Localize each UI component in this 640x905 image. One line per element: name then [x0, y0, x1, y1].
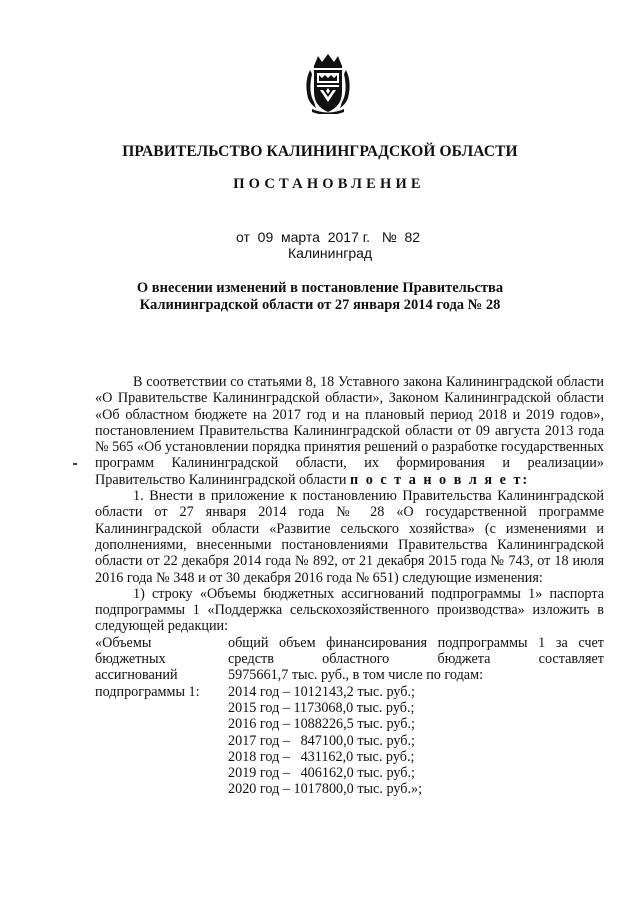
city-name: Калининград [288, 245, 373, 261]
budget-text: средств областного бюджета составляет [228, 651, 604, 668]
item-1-paragraph: 1. Внести в приложение к постановлению Правительства Калининградской области от 27 января 2014 года № 28 «О государственной программе Калининградской области «Развитие сельского хозяйства» (с изменениями и дополнениями, внесенными постановлениями Правительства Калининградской области от 22 декабря 2014 года № 892, от 21 декабря 2015 года № 743, от 18 июля 2016 года № 348 и от 30 декабря 2016 года № 651) следующие изменения: [95, 488, 604, 586]
coat-of-arms-emblem-icon [300, 52, 356, 114]
budget-year: 2019 год – 406162,0 тыс. руб.; [228, 765, 415, 782]
budget-label: ассигнований [95, 667, 178, 684]
resolves-word: п о с т а н о в л я е т: [349, 471, 530, 488]
budget-row [95, 733, 604, 749]
budget-year: 2020 год – 1017800,0 тыс. руб.»; [228, 781, 423, 798]
title-line: О внесении изменений в постановление Правительства [136, 280, 504, 296]
budget-row [95, 716, 604, 732]
budget-row [95, 684, 604, 700]
document-type: ПОСТАНОВЛЕНИЕ [233, 176, 425, 192]
government-name: ПРАВИТЕЛЬСТВО КАЛИНИНГРАДСКОЙ ОБЛАСТИ [122, 143, 518, 160]
budget-row [95, 700, 604, 716]
budget-year: 2014 год – 1012143,2 тыс. руб.; [228, 683, 415, 700]
budget-text: общий объем финансирования подпрограммы 1 за счет [228, 634, 604, 651]
budget-year: 2015 год – 1173068,0 тыс. руб.; [228, 699, 415, 716]
document-title [0, 280, 640, 314]
budget-row [95, 651, 604, 667]
title-line: Калининградской области от 27 января 2014 года № 28 [139, 297, 501, 313]
budget-label: подпрограммы 1: [95, 683, 200, 700]
budget-row [95, 635, 604, 651]
subitem-1-paragraph: 1) строку «Объемы бюджетных ассигнований подпрограммы 1» паспорта подпрограммы 1 «Поддержка сельскохозяйственного производства» изложить в следующей редакции: [95, 585, 604, 635]
budget-label: бюджетных [95, 651, 166, 668]
budget-row [95, 765, 604, 781]
budget-table [95, 635, 604, 798]
margin-mark [73, 463, 77, 465]
budget-text: 5975661,7 тыс. руб., в том числе по годам: [228, 667, 484, 684]
budget-year: 2017 год – 847100,0 тыс. руб.; [228, 732, 415, 749]
budget-row [95, 749, 604, 765]
budget-year: 2016 год – 1088226,5 тыс. руб.; [228, 716, 415, 733]
preamble-paragraph [95, 374, 604, 488]
date-and-number: от 09 марта 2017 г. № 82 [236, 229, 421, 245]
budget-row [95, 781, 604, 797]
budget-year: 2018 год – 431162,0 тыс. руб.; [228, 748, 415, 765]
document-body [95, 374, 604, 798]
budget-row [95, 667, 604, 683]
budget-label: «Объемы [95, 634, 152, 651]
preamble-text: В соответствии со статьями 8, 18 Уставного закона Калининградской области «О Правительстве Калининградской области», Законом Калининградской области «Об областном бюджете на 2017 год и на плановый период 2018 и 2019 годов», постановлением Правительства Калининградской области от 09 августа 2013 года № 565 «Об установлении порядка принятия решений о разработке государственных программ Калининградской области, их формирования и реализации» Правительство Калининградской области [95, 374, 605, 488]
